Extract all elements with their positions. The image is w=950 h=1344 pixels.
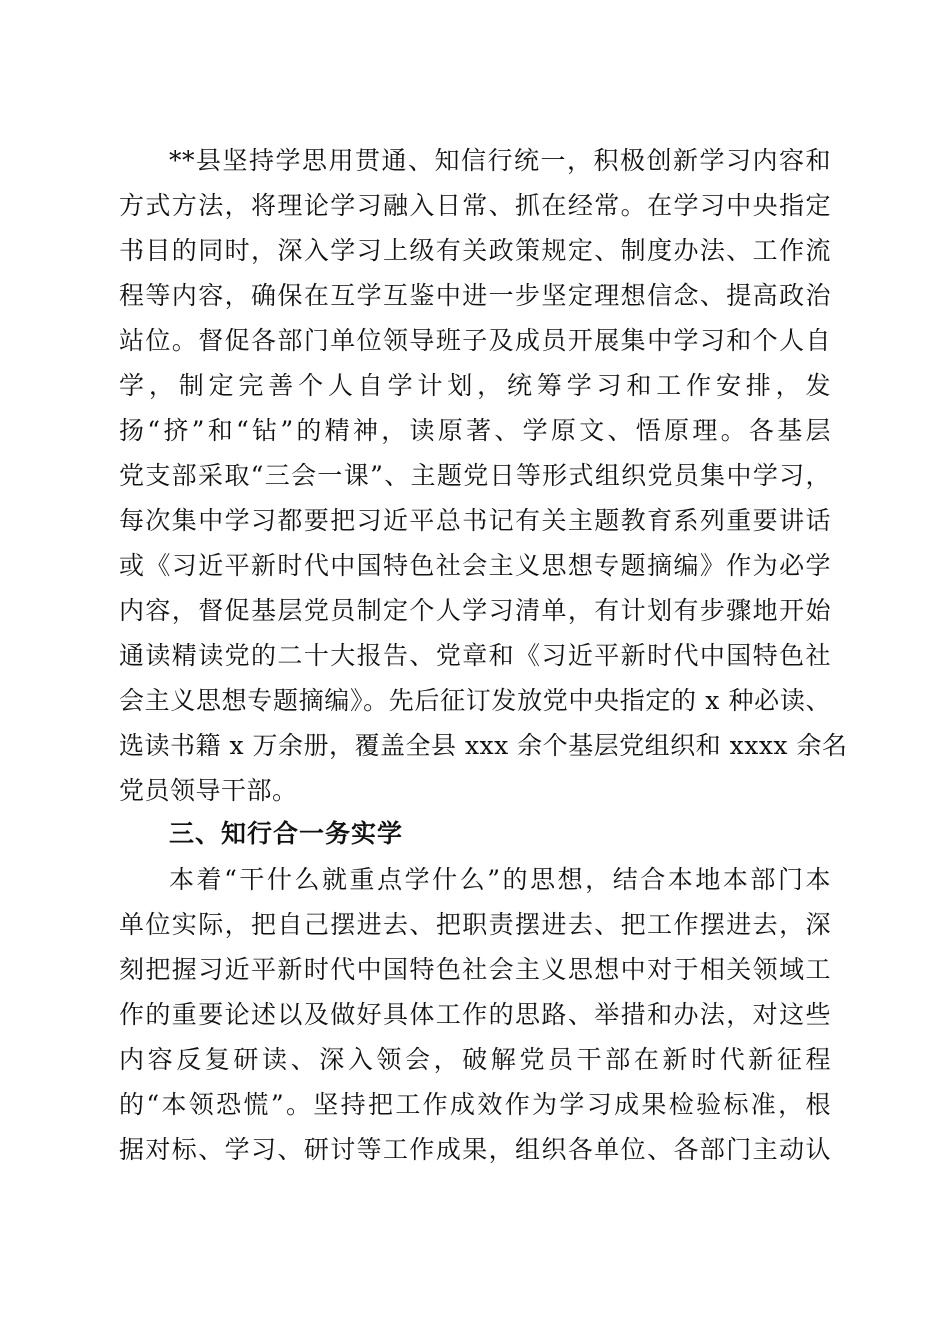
paragraph-line: 或《习近平新时代中国特色社会主义思想专题摘编》作为必学	[119, 551, 831, 580]
paragraph-line: 党员领导干部。	[119, 776, 298, 805]
paragraph-line: 每次集中学习都要把习近平总书记有关主题教育系列重要讲话	[119, 506, 831, 535]
paragraph-line: 会主义思想专题摘编》。先后征订发放党中央指定的 x 种必读、	[119, 686, 831, 715]
paragraph-line: 站位。督促各部门单位领导班子及成员开展集中学习和个人自	[119, 326, 831, 355]
paragraph-line: 内容反复研读、深入领会，破解党员干部在新时代新征程	[119, 1045, 831, 1074]
paragraph-line: 通读精读党的二十大报告、党章和《习近平新时代中国特色社	[119, 641, 831, 670]
paragraph-line: 党支部采取“三会一课”、主题党日等形式组织党员集中学习，	[119, 461, 831, 490]
paragraph-line: 选读书籍 x 万余册，覆盖全县 xxx 余个基层党组织和 xxxx 余名	[119, 731, 848, 760]
paragraph-line: **县坚持学思用贯通、知信行统一，积极创新学习内容和	[169, 146, 831, 175]
paragraph-line: 程等内容，确保在互学互鉴中进一步坚定理想信念、提高政治	[119, 281, 831, 310]
paragraph-line: 扬“挤”和“钻”的精神，读原著、学原文、悟原理。各基层	[119, 416, 831, 445]
paragraph-line: 方式方法，将理论学习融入日常、抓在经常。在学习中央指定	[119, 191, 831, 220]
paragraph-line: 学，制定完善个人自学计划，统筹学习和工作安排，发	[119, 371, 831, 400]
paragraph-line: 作的重要论述以及做好具体工作的思路、举措和办法，对这些	[119, 1000, 831, 1029]
paragraph-line: 书目的同时，深入学习上级有关政策规定、制度办法、工作流	[119, 236, 831, 265]
paragraph-line: 本着“干什么就重点学什么”的思想，结合本地本部门本	[169, 865, 831, 894]
paragraph-line: 内容，督促基层党员制定个人学习清单，有计划有步骤地开始	[119, 596, 831, 625]
section-heading: 三、知行合一务实学	[169, 819, 404, 848]
paragraph-line: 据对标、学习、研讨等工作成果，组织各单位、各部门主动认	[119, 1135, 831, 1164]
paragraph-line: 单位实际，把自己摆进去、把职责摆进去、把工作摆进去，深	[119, 910, 831, 939]
paragraph-line: 刻把握习近平新时代中国特色社会主义思想中对于相关领域工	[119, 955, 831, 984]
paragraph-line: 的“本领恐慌”。坚持把工作成效作为学习成果检验标准，根	[119, 1090, 831, 1119]
